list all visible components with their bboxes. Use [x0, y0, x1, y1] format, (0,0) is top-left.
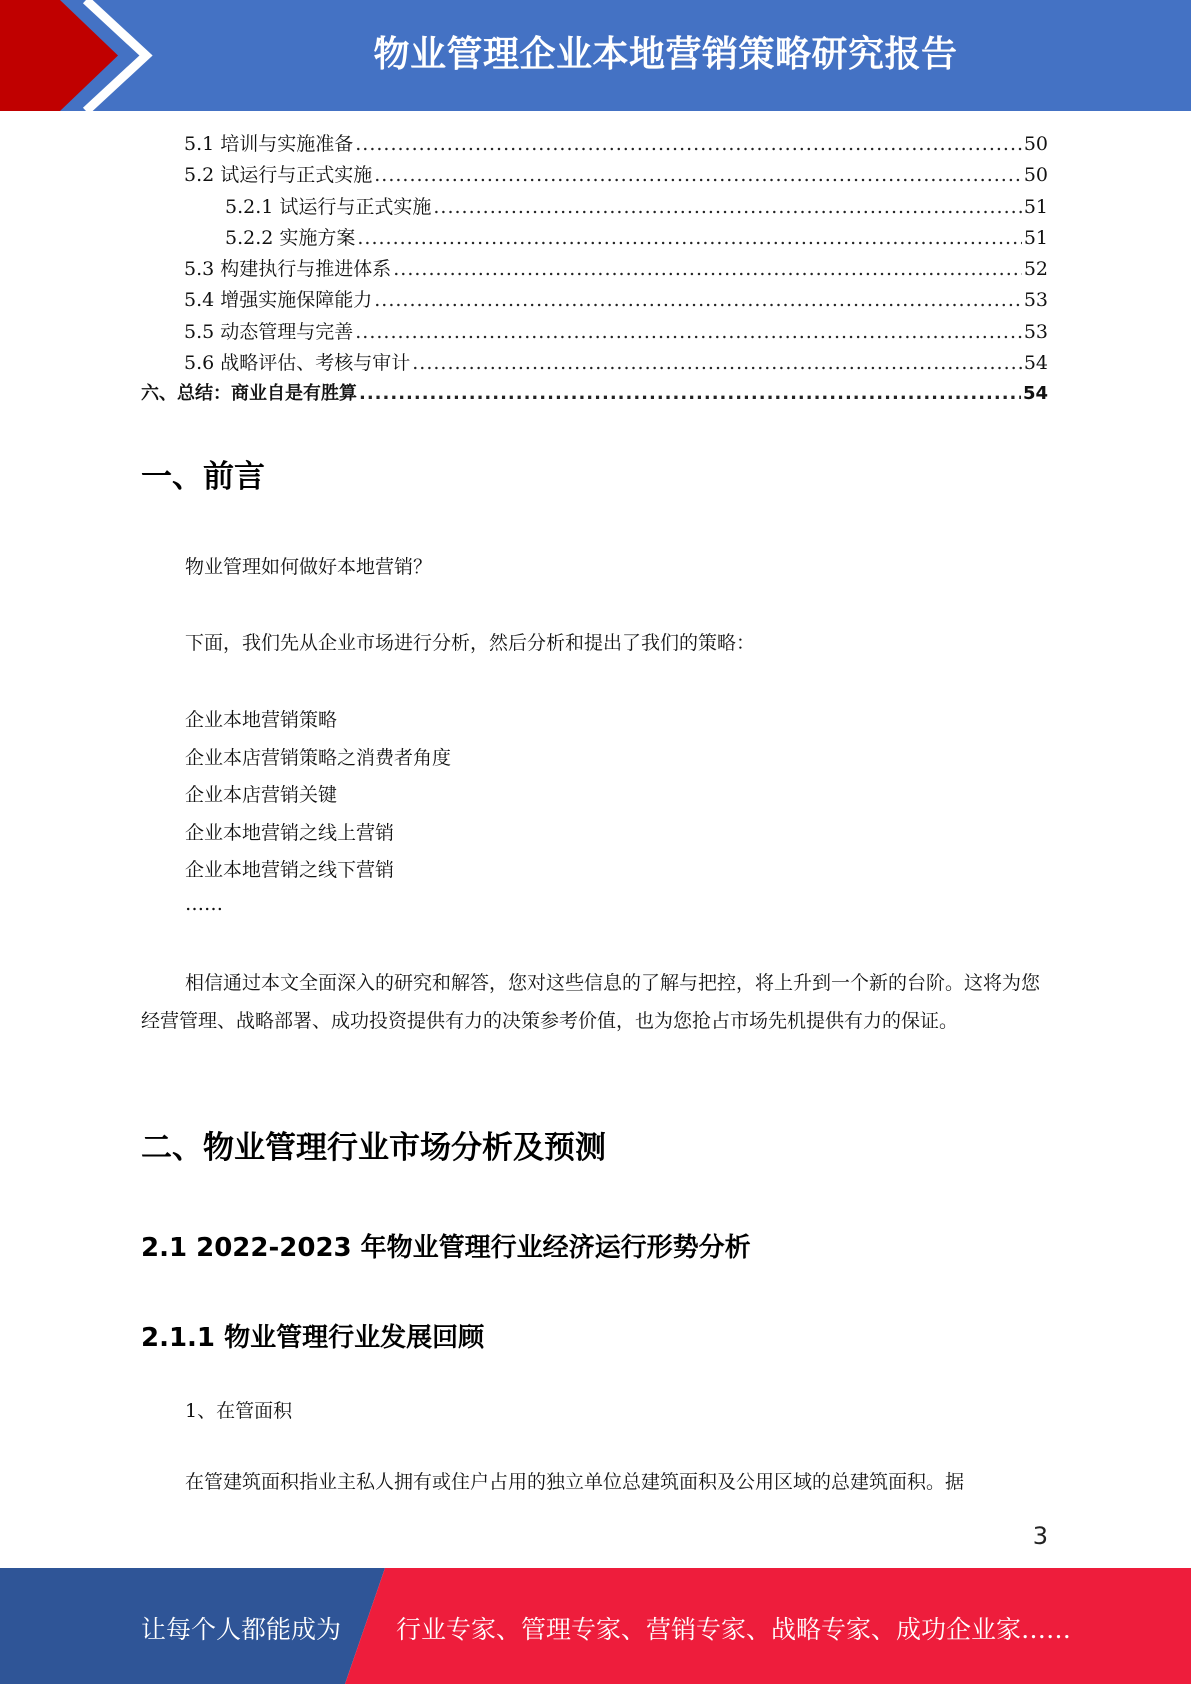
list-item: 企业本地营销之线上营销 — [185, 821, 395, 844]
toc-entry-label: 5.2 试运行与正式实施 — [184, 164, 373, 187]
foreword-intro: 下面，我们先从企业市场进行分析，然后分析和提出了我们的策略： — [185, 632, 756, 654]
header-arrow-decoration — [0, 0, 160, 111]
toc-leader-dots — [374, 289, 1022, 311]
foreword-question: 物业管理如何做好本地营销？ — [185, 556, 433, 578]
toc-entry-label: 5.3 构建执行与推进体系 — [184, 258, 392, 281]
toc-entry-page: 53 — [1023, 320, 1048, 343]
toc-entry-label: 5.4 增强实施保障能力 — [184, 289, 373, 312]
toc-entry-label: 5.2.1 试运行与正式实施 — [225, 195, 432, 218]
toc-entry[interactable] — [141, 192, 1048, 223]
toc-entry[interactable] — [141, 254, 1048, 285]
toc-entry-page: 51 — [1023, 226, 1048, 249]
toc-leader-dots — [357, 227, 1021, 249]
item-managed-area: 1、在管面积 — [185, 1400, 293, 1422]
toc-entry-page: 54 — [1023, 352, 1048, 375]
list-item: 企业本店营销策略之消费者角度 — [185, 746, 452, 769]
section-heading-market-analysis: 二、物业管理行业市场分析及预测 — [141, 1130, 606, 1166]
toc-entry[interactable] — [141, 348, 1048, 379]
table-of-contents — [141, 129, 1048, 411]
subsection-heading-2-1-1: 2.1.1 物业管理行业发展回顾 — [141, 1323, 485, 1353]
page-footer — [0, 1568, 1191, 1684]
managed-area-paragraph: 在管建筑面积指业主私人拥有或住户占用的独立单位总建筑面积及公用区域的总建筑面积。据 — [185, 1471, 965, 1493]
toc-entry[interactable] — [141, 129, 1048, 160]
footer-slogan-left: 让每个人都能成为 — [141, 1615, 342, 1644]
toc-entry-label: 5.2.2 实施方案 — [225, 226, 356, 249]
toc-leader-dots — [374, 164, 1022, 186]
toc-entry[interactable] — [141, 160, 1048, 191]
list-item: 企业本店营销关键 — [185, 784, 338, 806]
toc-entry-page: 50 — [1023, 133, 1048, 155]
toc-leader-dots — [359, 383, 1021, 404]
page-header — [0, 0, 1191, 111]
toc-entry[interactable] — [141, 379, 1048, 410]
toc-entry-label: 5.6 战略评估、考核与审计 — [184, 352, 411, 375]
toc-entry-label: 5.1 培训与实施准备 — [184, 133, 354, 155]
page-number: 3 — [1032, 1522, 1048, 1550]
toc-leader-dots — [412, 352, 1022, 374]
toc-entry[interactable] — [141, 223, 1048, 254]
toc-leader-dots — [433, 196, 1021, 218]
strategy-list — [185, 702, 451, 918]
toc-entry-page: 54 — [1022, 383, 1048, 405]
subsection-heading-2-1: 2.1 2022-2023 年物业管理行业经济运行形势分析 — [141, 1233, 751, 1263]
toc-entry-page: 53 — [1023, 289, 1048, 312]
toc-entry-page: 52 — [1023, 258, 1048, 281]
list-item: …… — [185, 892, 223, 915]
toc-leader-dots — [393, 258, 1022, 280]
toc-leader-dots — [355, 133, 1022, 155]
report-title: 物业管理企业本地营销策略研究报告 — [373, 34, 958, 75]
toc-entry-label: 5.5 动态管理与完善 — [184, 320, 354, 343]
toc-entry-page: 51 — [1023, 195, 1048, 218]
list-item: 企业本地营销之线下营销 — [185, 859, 395, 881]
toc-entry[interactable] — [141, 285, 1048, 316]
toc-entry-page: 50 — [1023, 164, 1048, 187]
toc-entry-label: 六、总结：商业自是有胜算 — [141, 383, 357, 405]
list-item: 企业本地营销策略 — [185, 709, 338, 731]
foreword-closing-paragraph: 相信通过本文全面深入的研究和解答，您对这些信息的了解与把控，将上升到一个新的台阶。这将为您经营管理、战略部署、成功投资提供有力的决策参考价值，也为您抢占市场先机提供有力的保证。 — [141, 972, 1041, 1032]
toc-entry[interactable] — [141, 317, 1048, 348]
footer-slogan-right: 行业专家、管理专家、营销专家、战略专家、成功企业家…… — [396, 1615, 1072, 1644]
section-heading-foreword: 一、前言 — [141, 459, 265, 495]
toc-leader-dots — [355, 321, 1022, 343]
